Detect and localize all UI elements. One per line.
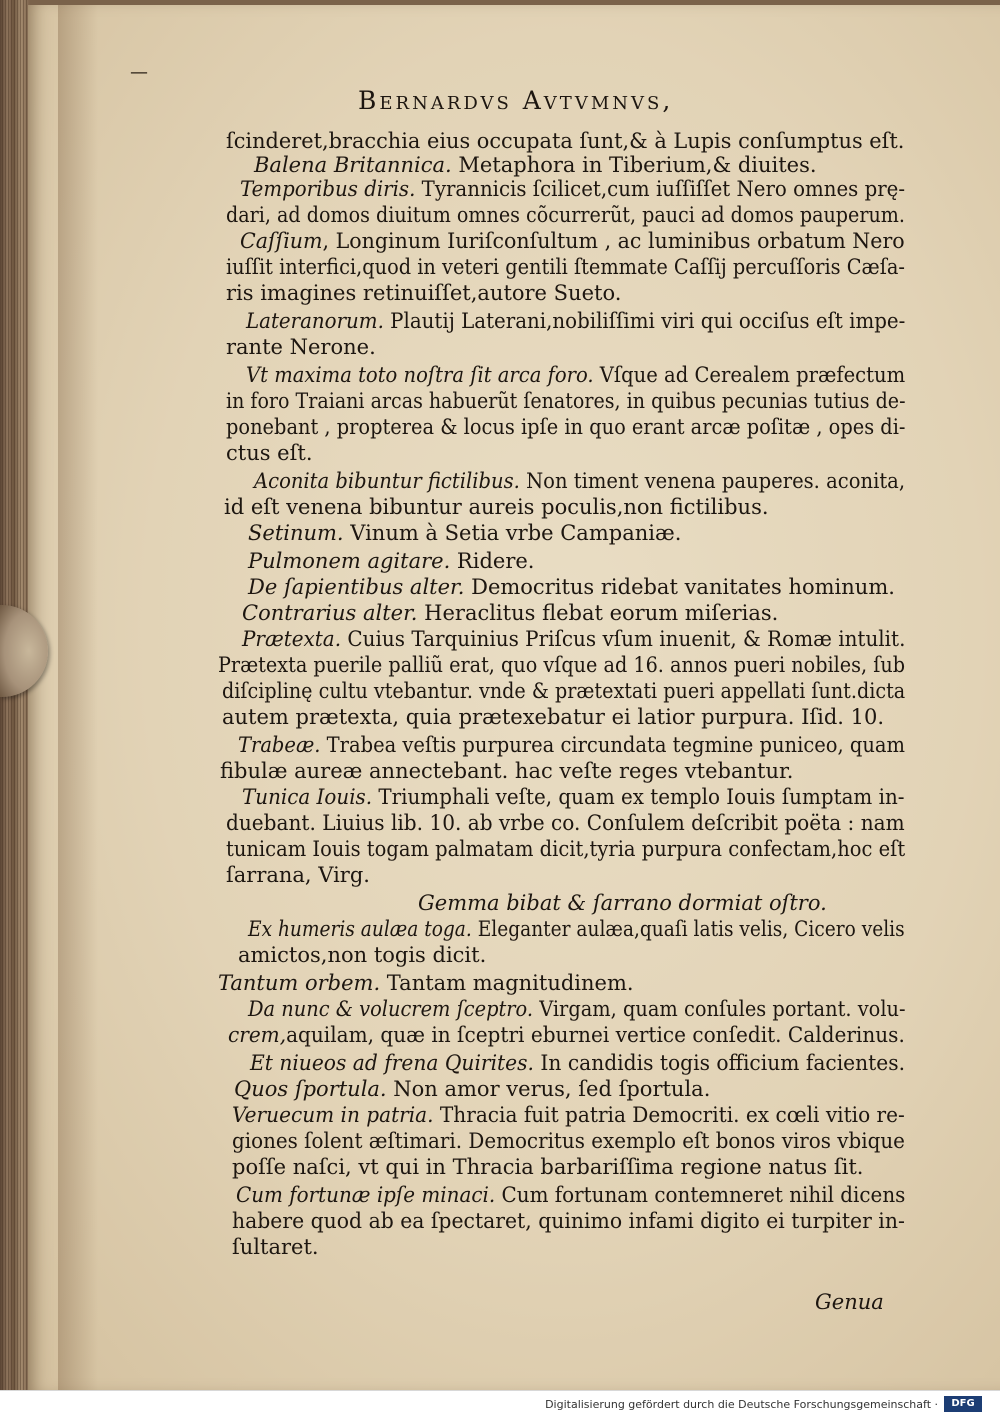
text-line [232, 1102, 905, 1128]
gloss: poſſe naſci, vt qui in Thracia barbariſſima regione natus ſit. [232, 1155, 864, 1179]
lemma: Et niueos ad frena Quirites. [250, 1051, 534, 1075]
text-line [232, 1128, 905, 1154]
text-line [236, 1182, 905, 1208]
gloss: Prætexta puerile palliũ erat, quo vſque ad 16. annos pueri nobiles, ſub [218, 653, 906, 677]
gloss: Tyrannicis ſcilicet,cum iuſſiſſet Nero omnes prę- [415, 177, 906, 201]
lemma: Balena Britannica. [254, 153, 452, 177]
text-line [248, 548, 534, 574]
gloss: aquilam, quæ in ſceptri eburnei vertice conſedit. Calderinus. [286, 1023, 905, 1047]
gloss: autem prætexta, quia prætexebatur ei latior purpura. Iſid. 10. [222, 705, 885, 729]
text-line [238, 732, 905, 758]
text-line [248, 574, 895, 600]
lemma: Vt maxima toto noſtra ſit arca foro. [246, 363, 594, 387]
footer-credit: Digitalisierung gefördert durch die Deutsche Forschungsgemeinschaft · [545, 1398, 938, 1411]
gloss: , Longinum Iuriſconſultum , ac luminibus orbatum Nero [322, 229, 905, 253]
lemma: Ex humeris aulæa toga. [248, 917, 472, 941]
gloss: in foro Traiani arcas habuerũt ſenatores, in quibus pecunias tutius de- [226, 389, 906, 413]
dfg-logo-icon: DFG [944, 1396, 982, 1412]
text-line [222, 704, 884, 730]
text-line [418, 890, 827, 916]
text-line [226, 280, 621, 306]
text-line [232, 1208, 905, 1234]
text-line [218, 970, 634, 996]
gloss: Non timent venena pauperes. aconita, [519, 469, 906, 493]
text-line [226, 254, 905, 280]
lemma: Caſſium [240, 229, 323, 253]
text-line [226, 388, 906, 414]
lemma: Tunica Iouis. [242, 785, 373, 809]
text-line [242, 784, 905, 810]
text-line [226, 202, 905, 228]
gloss: amictos,non togis dicit. [238, 943, 487, 967]
text-line [242, 626, 905, 652]
text-line [226, 810, 905, 836]
text-line [232, 1234, 319, 1260]
gloss: Virgam, quam conſules portant. volu- [533, 997, 906, 1021]
text-line [228, 1022, 905, 1048]
gloss: habere quod ab ea ſpectaret, quinimo infami digito ei turpiter in- [232, 1209, 905, 1233]
gloss: id eſt venena bibuntur aureis poculis,non fictilibus. [224, 495, 769, 519]
gloss: Plautij Laterani,nobiliſſimi viri qui occiſus eſt impe- [383, 309, 906, 333]
gloss: Ridere. [450, 549, 535, 573]
lemma: Temporibus diris. [240, 177, 416, 201]
text-line [238, 942, 486, 968]
gutter-shadow [58, 5, 98, 1390]
text-line [248, 520, 681, 546]
lemma: Lateranorum. [246, 309, 384, 333]
text-line [226, 128, 904, 154]
gloss: ſarrana, Virg. [226, 863, 370, 887]
text-line [222, 678, 905, 704]
text-line [248, 916, 905, 942]
gloss: fibulæ aureæ annectebant. hac veſte reges vtebantur. [220, 759, 794, 783]
gloss: Non amor verus, ſed ſportula. [386, 1077, 711, 1101]
text-line [224, 494, 769, 520]
text-line [232, 1154, 863, 1180]
text-line [240, 228, 905, 254]
gloss: Trabea veſtis purpurea circundata tegmine puniceo, quam [320, 733, 906, 757]
gloss: rante Nerone. [226, 335, 376, 359]
text-line [250, 1050, 905, 1076]
text-line [240, 176, 905, 202]
gloss: tunicam Iouis togam palmatam dicit,tyria purpura confectam,hoc eſt [226, 837, 906, 861]
gloss: giones ſolent æſtimari. Democritus exemplo eſt bonos viros vbique [232, 1129, 905, 1153]
running-head: Bernardvs Avtvmnvs, [358, 86, 674, 115]
gloss: Democritus ridebat vanitates hominum. [464, 575, 895, 599]
text-line [226, 414, 905, 440]
gloss: duebant. Liuius lib. 10. ab vrbe co. Conſulem deſcribit poëta : nam [226, 811, 905, 835]
text-line [248, 996, 906, 1022]
gloss: Vinum à Setia vrbe Campaniæ. [343, 521, 682, 545]
gloss: iuſſit interfici,quod in veteri gentili ſtemmate Caſſij percuſſoris Cæſa- [226, 255, 905, 279]
text-line [254, 152, 817, 178]
text-line [218, 652, 905, 678]
gloss: diſciplinę cultu vtebantur. vnde & prætextati pueri appellati ſunt.dicta [222, 679, 906, 703]
lemma: Setinum. [248, 521, 344, 545]
text-line [246, 362, 905, 388]
text-line [226, 862, 370, 888]
lemma: Pulmonem agitare. [248, 549, 451, 573]
gloss: Vſque ad Cerealem præfectum [593, 363, 906, 387]
gloss: dari, ad domos diuitum omnes cõcurrerũt, pauci ad domos pauperum. [226, 203, 906, 227]
text-line [226, 836, 905, 862]
gloss: Thracia fuit patria Democriti. ex cœli vitio re- [433, 1103, 905, 1127]
lemma: Aconita bibuntur fictilibus. [254, 469, 520, 493]
page-mark-dash: — [130, 62, 148, 83]
gloss: ris imagines retinuiſſet,autore Sueto. [226, 281, 622, 305]
lemma: Veruecum in patria. [232, 1103, 434, 1127]
lemma: Tantum orbem. [218, 971, 381, 995]
gloss: ponebant , propterea & locus ipſe in quo erant arcæ poſitæ , opes di- [226, 415, 906, 439]
catchword: Genua [815, 1290, 884, 1314]
text-line [242, 600, 778, 626]
gloss: Metaphora in Tiberium,& diuites. [451, 153, 817, 177]
text-line [246, 308, 905, 334]
lemma: Contrarius alter. [242, 601, 418, 625]
gloss: Heraclitus flebat eorum miſerias. [417, 601, 779, 625]
footer-bar [0, 1390, 1000, 1418]
gloss: ſcinderet,bracchia eius occupata ſunt,& à Lupis conſumptus eſt. [226, 129, 905, 153]
text-line [254, 468, 905, 494]
gloss: Eleganter aulæa,quaſi latis velis, Cicero velis [471, 917, 905, 941]
gloss: Tantam magnitudinem. [380, 971, 634, 995]
text-line [234, 1076, 710, 1102]
gloss: Triumphali veſte, quam ex templo Iouis ſumptam in- [372, 785, 905, 809]
text-line [226, 334, 376, 360]
lemma: Prætexta. [242, 627, 342, 651]
gloss: In candidis togis officium facientes. [533, 1051, 906, 1075]
gloss: Cum fortunam contemneret nihil dicens [495, 1183, 906, 1207]
gloss: ſultaret. [232, 1235, 319, 1259]
gloss: Cuius Tarquinius Priſcus vſum inuenit, & Romæ intulit. [341, 627, 906, 651]
lemma: De ſapientibus alter. [248, 575, 465, 599]
text-line [220, 758, 793, 784]
lemma: Trabeæ. [238, 733, 321, 757]
lemma: Cum fortunæ ipſe minaci. [236, 1183, 496, 1207]
lemma: Da nunc & volucrem ſceptro. [248, 997, 534, 1021]
lemma: crem, [228, 1023, 287, 1047]
gloss: ctus eſt. [226, 441, 313, 465]
lemma: Gemma bibat & ſarrano dormiat oſtro. [418, 891, 827, 915]
text-line [226, 440, 313, 466]
lemma: Quos ſportula. [234, 1077, 387, 1101]
